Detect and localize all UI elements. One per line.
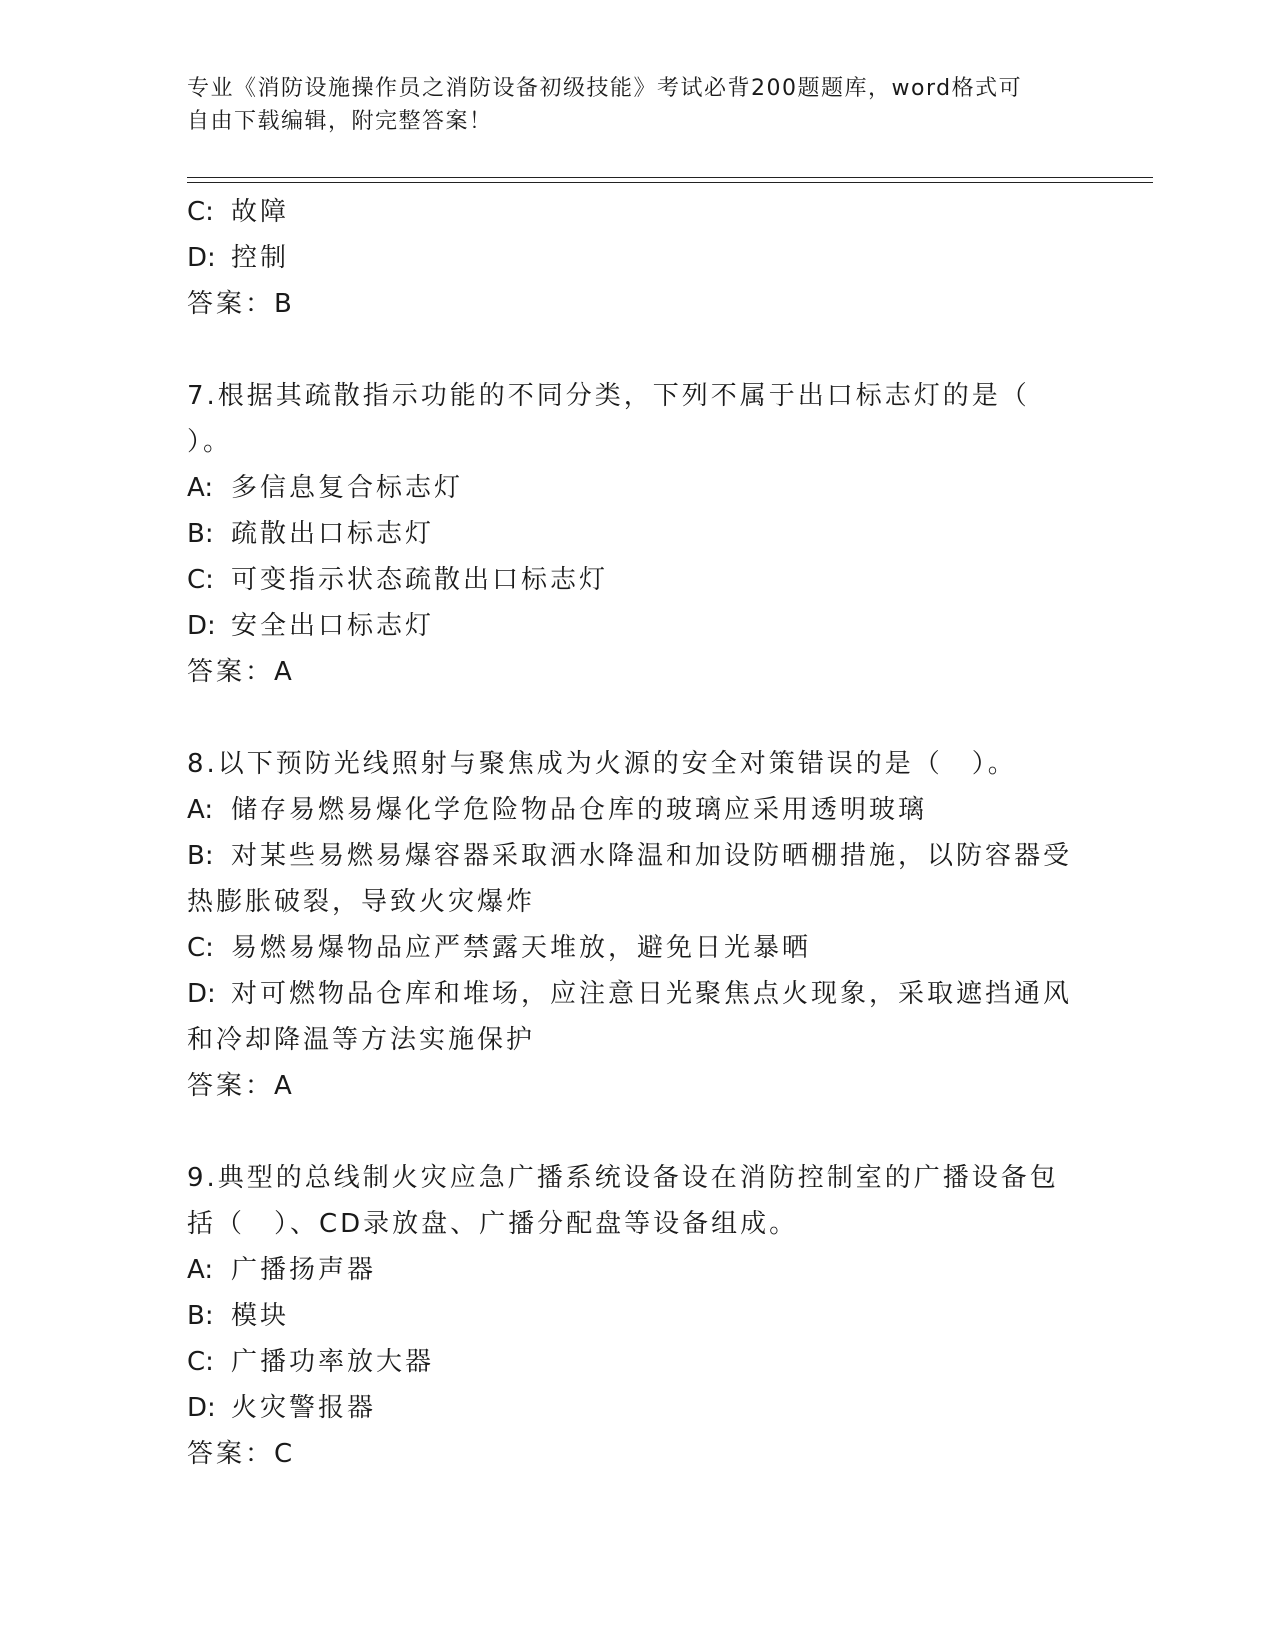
option-b: B: 对某些易燃易爆容器采取洒水降温和加设防晒棚措施，以防容器受 xyxy=(187,841,1073,871)
question-stem: 7.根据其疏散指示功能的不同分类，下列不属于出口标志灯的是（ xyxy=(187,381,1030,411)
header-divider-bottom xyxy=(187,182,1153,183)
answer-line: 答案：A xyxy=(187,657,295,687)
option-c: C: 故障 xyxy=(187,197,290,227)
option-b: B: 模块 xyxy=(187,1301,290,1331)
option-a: A: 多信息复合标志灯 xyxy=(187,473,464,503)
option-d: D: 安全出口标志灯 xyxy=(187,611,435,641)
question-stem-cont: ）。 xyxy=(187,427,233,457)
option-d: D: 火灾警报器 xyxy=(187,1393,377,1423)
document-header xyxy=(187,72,1087,138)
question-stem: 8.以下预防光线照射与聚焦成为火源的安全对策错误的是（ ）。 xyxy=(187,749,1017,779)
option-d-cont: 和冷却降温等方法实施保护 xyxy=(187,1025,536,1055)
option-d: D: 控制 xyxy=(187,243,290,273)
answer-line: 答案：A xyxy=(187,1071,295,1101)
option-a: A: 广播扬声器 xyxy=(187,1255,377,1285)
option-c: C: 可变指示状态疏散出口标志灯 xyxy=(187,565,609,595)
option-d: D: 对可燃物品仓库和堆场，应注意日光聚焦点火现象，采取遮挡通风 xyxy=(187,979,1073,1009)
option-b-cont: 热膨胀破裂，导致火灾爆炸 xyxy=(187,887,536,917)
answer-line: 答案：B xyxy=(187,289,295,319)
question-stem: 9.典型的总线制火灾应急广播系统设备设在消防控制室的广播设备包 xyxy=(187,1163,1059,1193)
option-b: B: 疏散出口标志灯 xyxy=(187,519,435,549)
question-9 xyxy=(187,1155,1087,1477)
question-stem-cont: 括（ ）、CD录放盘、广播分配盘等设备组成。 xyxy=(187,1209,799,1239)
question-8 xyxy=(187,741,1087,1109)
option-c: C: 广播功率放大器 xyxy=(187,1347,435,1377)
header-line-2: 自由下载编辑，附完整答案！ xyxy=(187,109,493,134)
option-a: A: 储存易燃易爆化学危险物品仓库的玻璃应采用透明玻璃 xyxy=(187,795,928,825)
question-list xyxy=(187,189,1087,1477)
header-divider-top xyxy=(187,177,1153,178)
header-line-1: 专业《消防设施操作员之消防设备初级技能》考试必背200题题库，word格式可 xyxy=(187,76,1023,101)
answer-line: 答案：C xyxy=(187,1439,296,1469)
question-7 xyxy=(187,373,1087,695)
option-c: C: 易燃易爆物品应严禁露天堆放，避免日光暴晒 xyxy=(187,933,812,963)
